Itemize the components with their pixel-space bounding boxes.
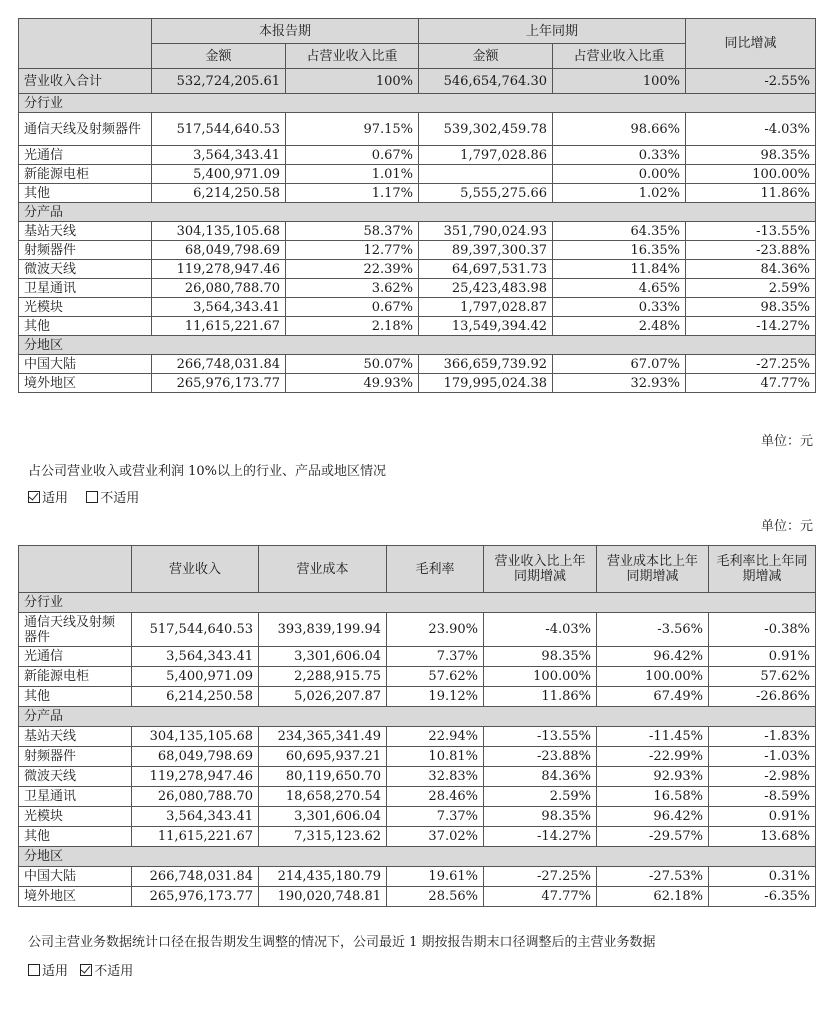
cell-prev-amount: 1,797,028.86 <box>419 146 553 165</box>
cell-cur-amount: 265,976,173.77 <box>152 374 286 393</box>
header-yoy: 同比增减 <box>686 19 816 69</box>
cell-margin: 19.61% <box>387 867 484 887</box>
row-label: 光模块 <box>19 807 132 827</box>
segment-margin-table <box>18 545 816 907</box>
cell-cur-amount: 119,278,947.46 <box>152 260 286 279</box>
cell-cur-amount: 3,564,343.41 <box>152 146 286 165</box>
cell-prev-amount: 13,549,394.42 <box>419 317 553 336</box>
cell-cost-change: 16.58% <box>597 787 709 807</box>
table-row <box>19 613 816 647</box>
cell-yoy: 47.77% <box>686 374 816 393</box>
header-cost: 营业成本 <box>259 546 387 593</box>
cell-cost-change: 100.00% <box>597 667 709 687</box>
cell-prev-amount: 5,555,275.66 <box>419 184 553 203</box>
cell-margin-change: -8.59% <box>709 787 816 807</box>
section-title: 分地区 <box>19 336 816 355</box>
cell-cur-amount: 266,748,031.84 <box>152 355 286 374</box>
segment-margin-body <box>19 593 816 907</box>
cell-cost: 234,365,341.49 <box>259 727 387 747</box>
cell-margin: 7.37% <box>387 647 484 667</box>
row-label: 中国大陆 <box>19 867 132 887</box>
row-label: 微波天线 <box>19 767 132 787</box>
cell-prev-ratio: 2.48% <box>553 317 686 336</box>
cell-prev-ratio: 0.33% <box>553 146 686 165</box>
table-row <box>19 241 816 260</box>
row-label: 射频器件 <box>19 241 152 260</box>
cell-cur-ratio: 0.67% <box>286 146 419 165</box>
cell-cur-ratio: 1.01% <box>286 165 419 184</box>
table-row <box>19 184 816 203</box>
cell-yoy: 98.35% <box>686 146 816 165</box>
row-label: 基站天线 <box>19 222 152 241</box>
cell-cost-change: -29.57% <box>597 827 709 847</box>
cell-prev-amount: 1,797,028.87 <box>419 298 553 317</box>
cell-cost-change: 96.42% <box>597 807 709 827</box>
cell-rev-change: -23.88% <box>484 747 597 767</box>
cell-margin-change: -2.98% <box>709 767 816 787</box>
cell-yoy: -23.88% <box>686 241 816 260</box>
cell-margin-change: -1.83% <box>709 727 816 747</box>
cell-margin-change: -26.86% <box>709 687 816 707</box>
table-row <box>19 667 816 687</box>
cell-revenue: 517,544,640.53 <box>132 613 259 647</box>
cell-cur-amount: 11,615,221.67 <box>152 317 286 336</box>
cell-cost: 60,695,937.21 <box>259 747 387 767</box>
cell-cur-ratio: 50.07% <box>286 355 419 374</box>
cell-cur-amount: 6,214,250.58 <box>152 184 286 203</box>
row-label: 中国大陆 <box>19 355 152 374</box>
cell-revenue: 304,135,105.68 <box>132 727 259 747</box>
note-10-percent: 占公司营业收入或营业利润 10%以上的行业、产品或地区情况 <box>28 464 387 479</box>
section-title: 分行业 <box>19 94 816 113</box>
section-row <box>19 336 816 355</box>
total-cur-amount: 532,724,205.61 <box>152 69 286 94</box>
cell-cost-change: 67.49% <box>597 687 709 707</box>
cell-rev-change: -27.25% <box>484 867 597 887</box>
cell-margin: 19.12% <box>387 687 484 707</box>
applicable-checkbox-checked[interactable] <box>28 491 40 503</box>
row-label: 光通信 <box>19 647 132 667</box>
header-prev-ratio: 占营业收入比重 <box>553 44 686 69</box>
row-label: 其他 <box>19 827 132 847</box>
cell-margin-change: 57.62% <box>709 667 816 687</box>
section-title: 分产品 <box>19 203 816 222</box>
cell-rev-change: 11.86% <box>484 687 597 707</box>
table-row <box>19 647 816 667</box>
cell-prev-amount: 89,397,300.37 <box>419 241 553 260</box>
cell-cost-change: 62.18% <box>597 887 709 907</box>
cell-revenue: 26,080,788.70 <box>132 787 259 807</box>
row-label: 卫星通讯 <box>19 787 132 807</box>
section-row <box>19 847 816 867</box>
cell-cur-amount: 68,049,798.69 <box>152 241 286 260</box>
total-prev-ratio: 100% <box>553 69 686 94</box>
revenue-composition-table <box>18 18 816 393</box>
cell-cost-change: -11.45% <box>597 727 709 747</box>
cell-cost-change: -27.53% <box>597 867 709 887</box>
cell-cost: 3,301,606.04 <box>259 807 387 827</box>
note-caliber-adjustment: 公司主营业务数据统计口径在报告期发生调整的情况下，公司最近 1 期按报告期末口径调整后的主营业务数据 <box>28 935 656 950</box>
cell-cur-ratio: 2.18% <box>286 317 419 336</box>
cell-rev-change: 47.77% <box>484 887 597 907</box>
row-label: 其他 <box>19 184 152 203</box>
row-label: 新能源电柜 <box>19 165 152 184</box>
header-cost-change: 营业成本比上年同期增减 <box>597 546 709 593</box>
row-label: 其他 <box>19 317 152 336</box>
row-label: 射频器件 <box>19 747 132 767</box>
cell-cost: 2,288,915.75 <box>259 667 387 687</box>
total-yoy: -2.55% <box>686 69 816 94</box>
cell-cur-ratio: 49.93% <box>286 374 419 393</box>
cell-rev-change: 2.59% <box>484 787 597 807</box>
total-label: 营业收入合计 <box>19 69 152 94</box>
cell-yoy: 2.59% <box>686 279 816 298</box>
table-row <box>19 317 816 336</box>
section-row <box>19 94 816 113</box>
row-label: 基站天线 <box>19 727 132 747</box>
table-row <box>19 767 816 787</box>
table-row <box>19 687 816 707</box>
cell-prev-ratio: 32.93% <box>553 374 686 393</box>
not-applicable-checkbox-checked[interactable] <box>80 964 92 976</box>
cell-margin-change: -0.38% <box>709 613 816 647</box>
cell-prev-amount: 64,697,531.73 <box>419 260 553 279</box>
cell-rev-change: 84.36% <box>484 767 597 787</box>
cell-yoy: 98.35% <box>686 298 816 317</box>
section-row <box>19 707 816 727</box>
cell-revenue: 11,615,221.67 <box>132 827 259 847</box>
cell-cur-ratio: 97.15% <box>286 113 419 146</box>
row-label: 光模块 <box>19 298 152 317</box>
cell-rev-change: 98.35% <box>484 647 597 667</box>
cell-margin: 23.90% <box>387 613 484 647</box>
header-cur-amount: 金额 <box>152 44 286 69</box>
cell-yoy: 11.86% <box>686 184 816 203</box>
header-margin: 毛利率 <box>387 546 484 593</box>
cell-prev-amount: 25,423,483.98 <box>419 279 553 298</box>
cell-revenue: 265,976,173.77 <box>132 887 259 907</box>
section-row <box>19 203 816 222</box>
cell-cost-change: 92.93% <box>597 767 709 787</box>
cell-margin: 22.94% <box>387 727 484 747</box>
cell-cost-change: -22.99% <box>597 747 709 767</box>
row-label: 光通信 <box>19 146 152 165</box>
cell-cost: 80,119,650.70 <box>259 767 387 787</box>
cell-cost: 190,020,748.81 <box>259 887 387 907</box>
row-label: 卫星通讯 <box>19 279 152 298</box>
cell-cost: 393,839,199.94 <box>259 613 387 647</box>
cell-margin-change: 0.31% <box>709 867 816 887</box>
row-label: 通信天线及射频器件 <box>19 613 132 647</box>
cell-prev-amount: 179,995,024.38 <box>419 374 553 393</box>
cell-margin: 7.37% <box>387 807 484 827</box>
corner-cell-2 <box>19 546 132 593</box>
cell-prev-ratio: 64.35% <box>553 222 686 241</box>
cell-cur-amount: 3,564,343.41 <box>152 298 286 317</box>
table-row <box>19 146 816 165</box>
table-row <box>19 727 816 747</box>
header-rev-change: 营业收入比上年同期增减 <box>484 546 597 593</box>
cell-prev-ratio: 16.35% <box>553 241 686 260</box>
cell-prev-ratio: 0.33% <box>553 298 686 317</box>
cell-cur-amount: 5,400,971.09 <box>152 165 286 184</box>
corner-cell <box>19 19 152 69</box>
cell-prev-ratio: 11.84% <box>553 260 686 279</box>
row-label: 其他 <box>19 687 132 707</box>
cell-prev-amount: 539,302,459.78 <box>419 113 553 146</box>
cell-cur-ratio: 22.39% <box>286 260 419 279</box>
cell-rev-change: 100.00% <box>484 667 597 687</box>
table-row <box>19 867 816 887</box>
cell-revenue: 5,400,971.09 <box>132 667 259 687</box>
cell-revenue: 119,278,947.46 <box>132 767 259 787</box>
header-current-period: 本报告期 <box>152 19 419 44</box>
row-label: 境外地区 <box>19 374 152 393</box>
header-margin-change: 毛利率比上年同期增减 <box>709 546 816 593</box>
cell-cur-amount: 26,080,788.70 <box>152 279 286 298</box>
cell-margin-change: 13.68% <box>709 827 816 847</box>
cell-cost: 3,301,606.04 <box>259 647 387 667</box>
cell-yoy: -14.27% <box>686 317 816 336</box>
applicability-2 <box>28 960 133 979</box>
cell-yoy: 100.00% <box>686 165 816 184</box>
cell-margin: 57.62% <box>387 667 484 687</box>
header-cur-ratio: 占营业收入比重 <box>286 44 419 69</box>
header-revenue: 营业收入 <box>132 546 259 593</box>
section-title: 分产品 <box>19 707 816 727</box>
cell-margin: 32.83% <box>387 767 484 787</box>
cell-cur-amount: 517,544,640.53 <box>152 113 286 146</box>
table-row <box>19 827 816 847</box>
cell-margin: 28.46% <box>387 787 484 807</box>
cell-cost: 214,435,180.79 <box>259 867 387 887</box>
row-label: 境外地区 <box>19 887 132 907</box>
row-label: 通信天线及射频器件 <box>19 113 152 146</box>
table-row <box>19 260 816 279</box>
cell-revenue: 6,214,250.58 <box>132 687 259 707</box>
table-row <box>19 355 816 374</box>
table-row <box>19 113 816 146</box>
cell-margin-change: -6.35% <box>709 887 816 907</box>
applicable-label-2: 适用 <box>42 964 69 979</box>
revenue-composition-body <box>19 69 816 393</box>
cell-revenue: 68,049,798.69 <box>132 747 259 767</box>
cell-cost: 7,315,123.62 <box>259 827 387 847</box>
cell-cur-ratio: 3.62% <box>286 279 419 298</box>
cell-prev-ratio: 0.00% <box>553 165 686 184</box>
total-cur-ratio: 100% <box>286 69 419 94</box>
table-row <box>19 374 816 393</box>
cell-yoy: -4.03% <box>686 113 816 146</box>
cell-cost-change: 96.42% <box>597 647 709 667</box>
section-row <box>19 593 816 613</box>
cell-margin-change: 0.91% <box>709 647 816 667</box>
cell-cost: 5,026,207.87 <box>259 687 387 707</box>
not-applicable-checkbox[interactable] <box>86 491 98 503</box>
cell-prev-ratio: 4.65% <box>553 279 686 298</box>
table-row <box>19 165 816 184</box>
table-row <box>19 279 816 298</box>
cell-yoy: -27.25% <box>686 355 816 374</box>
section-title: 分行业 <box>19 593 816 613</box>
header-prev-amount: 金额 <box>419 44 553 69</box>
table-row <box>19 747 816 767</box>
section-title: 分地区 <box>19 847 816 867</box>
total-row <box>19 69 816 94</box>
table-row <box>19 222 816 241</box>
applicable-checkbox[interactable] <box>28 964 40 976</box>
cell-revenue: 3,564,343.41 <box>132 647 259 667</box>
cell-cur-ratio: 1.17% <box>286 184 419 203</box>
cell-prev-ratio: 98.66% <box>553 113 686 146</box>
cell-yoy: 84.36% <box>686 260 816 279</box>
cell-margin: 10.81% <box>387 747 484 767</box>
row-label: 新能源电柜 <box>19 667 132 687</box>
cell-cur-amount: 304,135,105.68 <box>152 222 286 241</box>
cell-margin: 28.56% <box>387 887 484 907</box>
applicability-1 <box>28 487 139 506</box>
cell-revenue: 3,564,343.41 <box>132 807 259 827</box>
not-applicable-label-2: 不适用 <box>94 964 134 979</box>
table-row <box>19 787 816 807</box>
unit-label-1: 单位：元 <box>760 434 813 449</box>
cell-cur-ratio: 12.77% <box>286 241 419 260</box>
cell-rev-change: -14.27% <box>484 827 597 847</box>
cell-cost-change: -3.56% <box>597 613 709 647</box>
row-label: 微波天线 <box>19 260 152 279</box>
cell-prev-ratio: 67.07% <box>553 355 686 374</box>
cell-yoy: -13.55% <box>686 222 816 241</box>
cell-prev-ratio: 1.02% <box>553 184 686 203</box>
cell-rev-change: -4.03% <box>484 613 597 647</box>
cell-cur-ratio: 58.37% <box>286 222 419 241</box>
table-row <box>19 298 816 317</box>
cell-rev-change: -13.55% <box>484 727 597 747</box>
cell-revenue: 266,748,031.84 <box>132 867 259 887</box>
header-prior-period: 上年同期 <box>419 19 686 44</box>
cell-cost: 18,658,270.54 <box>259 787 387 807</box>
cell-margin: 37.02% <box>387 827 484 847</box>
applicable-label: 适用 <box>42 491 69 506</box>
cell-prev-amount <box>419 165 553 184</box>
table-row <box>19 887 816 907</box>
not-applicable-label: 不适用 <box>100 491 140 506</box>
cell-margin-change: 0.91% <box>709 807 816 827</box>
cell-margin-change: -1.03% <box>709 747 816 767</box>
unit-label-2: 单位：元 <box>760 519 813 534</box>
cell-cur-ratio: 0.67% <box>286 298 419 317</box>
total-prev-amount: 546,654,764.30 <box>419 69 553 94</box>
cell-rev-change: 98.35% <box>484 807 597 827</box>
cell-prev-amount: 366,659,739.92 <box>419 355 553 374</box>
table-row <box>19 807 816 827</box>
cell-prev-amount: 351,790,024.93 <box>419 222 553 241</box>
